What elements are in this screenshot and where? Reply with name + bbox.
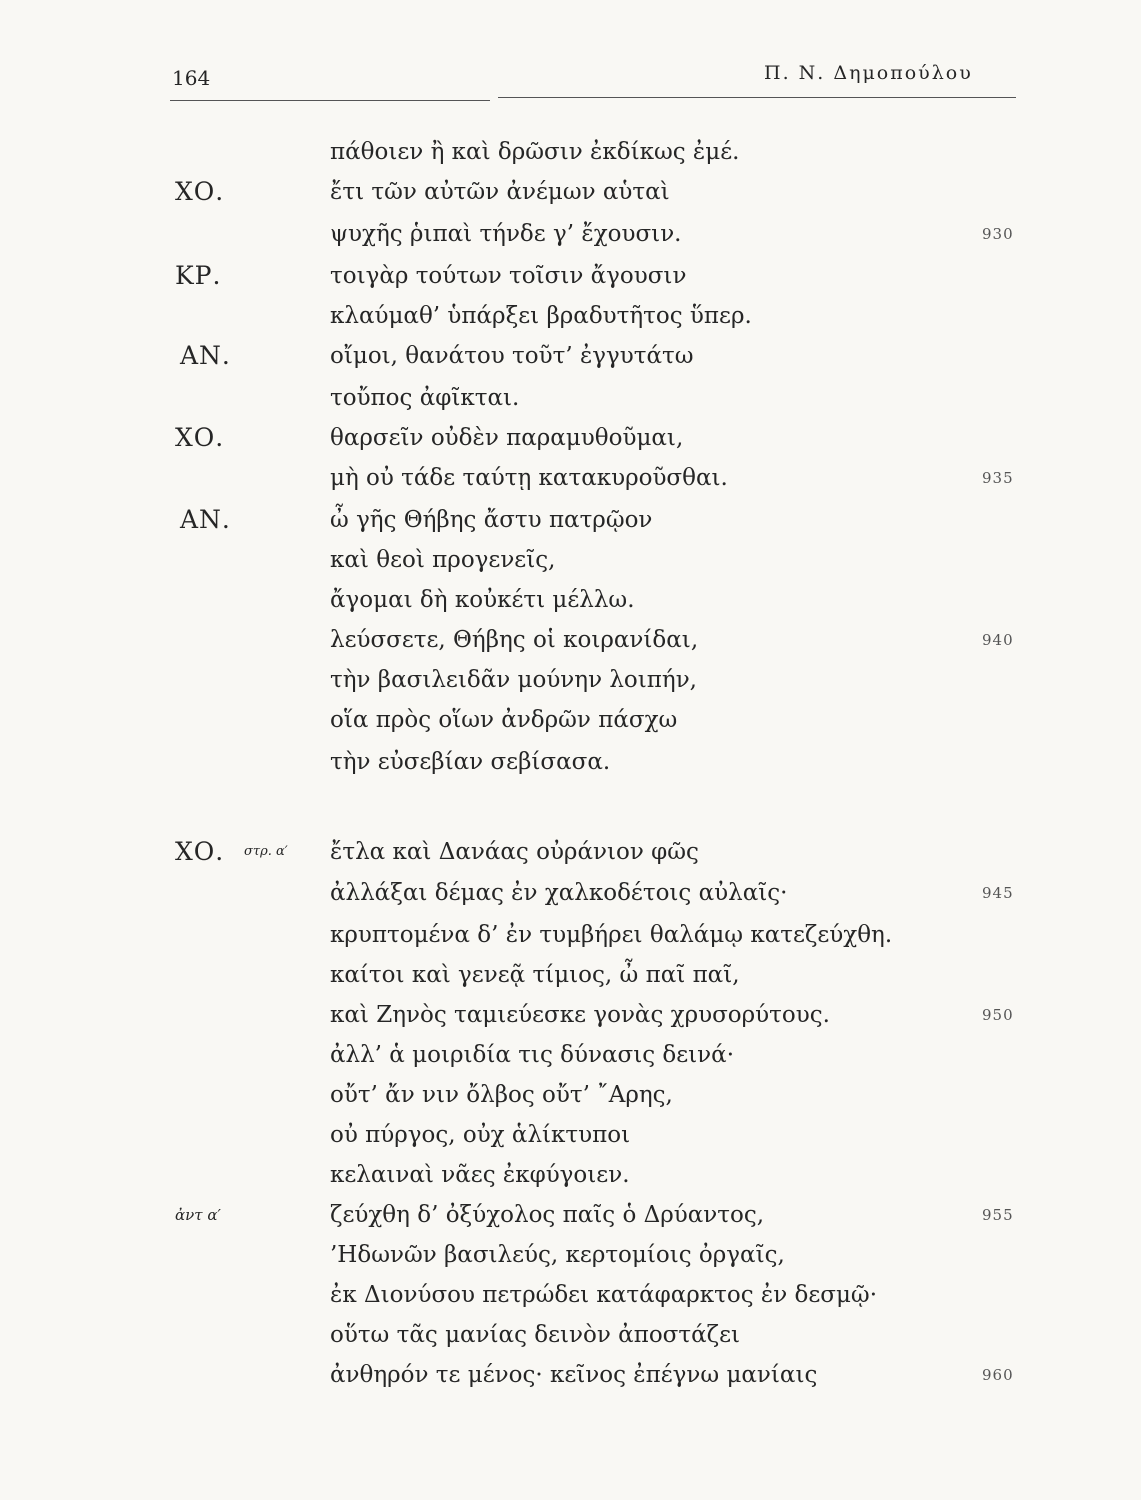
verse-line [0, 1279, 1141, 1311]
line-number: 940 [982, 631, 1014, 649]
verse-text: ἀλλ’ ἁ μοιριδία τις δύνασις δεινά· [330, 1042, 735, 1068]
verse-line [0, 704, 1141, 736]
speaker-label: ΧΟ. [175, 837, 225, 866]
verse-line [0, 1039, 1141, 1071]
verse-line [0, 422, 1141, 454]
verse-line [0, 1359, 1141, 1391]
verse-text: ψυχῆς ῥιπαὶ τήνδε γ’ ἔχουσιν. [330, 221, 682, 247]
line-number: 930 [982, 225, 1014, 243]
speaker-label: ΑΝ. [180, 505, 231, 534]
verse-text: οἵα πρὸς οἵων ἀνδρῶν πάσχω [330, 707, 678, 733]
verse-text: ἔτι τῶν αὐτῶν ἀνέμων αὑταὶ [330, 179, 670, 205]
verse-text: ἀνθηρόν τε μένος· κεῖνος ἐπέγνω μανίαις [330, 1362, 818, 1388]
speaker-label: ΧΟ. [175, 423, 225, 452]
verse-text: τὴν εὐσεβίαν σεβίσασα. [330, 749, 611, 775]
verse-line [0, 504, 1141, 536]
line-number: 935 [982, 469, 1014, 487]
verse-text: ἄγομαι δὴ κοὐκέτι μέλλω. [330, 587, 635, 613]
line-number: 960 [982, 1366, 1014, 1384]
verse-line [0, 218, 1141, 250]
verse-line [0, 1319, 1141, 1351]
verse-text: κρυπτομένα δ’ ἐν τυμβήρει θαλάμῳ κατεζεύχθη. [330, 922, 893, 948]
line-number: 950 [982, 1006, 1014, 1024]
verse-line [0, 746, 1141, 778]
line-number: 945 [982, 884, 1014, 902]
verse-text: ἐκ Διονύσου πετρώδει κατάφαρκτος ἐν δεσμῷ· [330, 1282, 878, 1308]
verse-line [0, 382, 1141, 414]
verse-text: οὕτω τᾶς μανίας δεινὸν ἀποστάζει [330, 1322, 741, 1348]
verse-line [0, 340, 1141, 372]
verse-text: μὴ οὐ τάδε ταύτῃ κατακυροῦσθαι. [330, 465, 728, 491]
verse-text: ’Ηδωνῶν βασιλεύς, κερτομίοις ὀργαῖς, [330, 1242, 785, 1268]
verse-line [0, 136, 1141, 168]
speaker-label: ΑΝ. [180, 341, 231, 370]
verse-text: κελαιναὶ νᾶες ἐκφύγοιεν. [330, 1162, 630, 1188]
header-rule-left [170, 100, 490, 101]
verse-text: τὴν βασιλειδᾶν μούνην λοιπήν, [330, 667, 697, 693]
verse-line [0, 1119, 1141, 1151]
verse-text: ζεύχθη δ’ ὀξύχολος παῖς ὁ Δρύαντος, [330, 1202, 765, 1228]
verse-line [0, 1159, 1141, 1191]
verse-line [0, 836, 1141, 868]
line-number: 955 [982, 1206, 1014, 1224]
speaker-label: ΚΡ. [175, 261, 222, 290]
verse-text: ὦ γῆς Θήβης ἄστυ πατρῷον [330, 507, 653, 533]
speaker-label: ΧΟ. [175, 177, 225, 206]
verse-line [0, 544, 1141, 576]
verse-line [0, 176, 1141, 208]
strophe-marker: στρ. α′ [244, 844, 288, 859]
antistrophe-marker: ἀντ α′ [175, 1206, 221, 1224]
verse-text: καίτοι καὶ γενεᾷ τίμιος, ὦ παῖ παῖ, [330, 962, 740, 988]
verse-text: τοὔπος ἀφῖκται. [330, 385, 520, 411]
verse-text: οὔτ’ ἄν νιν ὄλβος οὔτ’ ῎Αρης, [330, 1082, 673, 1108]
verse-text: ἀλλάξαι δέμας ἐν χαλκοδέτοις αὐλαῖς· [330, 880, 788, 906]
verse-line [0, 877, 1141, 909]
verse-text: καὶ θεοὶ προγενεῖς, [330, 547, 556, 573]
verse-line [0, 462, 1141, 494]
verse-text: θαρσεῖν οὐδὲν παραμυθοῦμαι, [330, 425, 684, 451]
verse-line [0, 1079, 1141, 1111]
verse-text: λεύσσετε, Θήβης οἱ κοιρανίδαι, [330, 627, 699, 653]
verse-line [0, 664, 1141, 696]
verse-text: ἔτλα καὶ Δανάας οὐράνιον φῶς [330, 839, 699, 865]
verse-text: τοιγὰρ τούτων τοῖσιν ἄγουσιν [330, 263, 687, 289]
verse-text: οἴμοι, θανάτου τοῦτ’ ἐγγυτάτω [330, 343, 694, 369]
verse-text: οὐ πύργος, οὐχ ἁλίκτυποι [330, 1122, 631, 1148]
verse-line [0, 1239, 1141, 1271]
verse-text: καὶ Ζηνὸς ταμιεύεσκε γονὰς χρυσορύτους. [330, 1002, 830, 1028]
page-number: 164 [172, 66, 211, 90]
verse-text: πάθοιεν ἢ καὶ δρῶσιν ἐκδίκως ἐμέ. [330, 139, 740, 165]
verse-line [0, 919, 1141, 951]
verse-line [0, 584, 1141, 616]
verse-line [0, 260, 1141, 292]
verse-line [0, 624, 1141, 656]
verse-line [0, 1199, 1141, 1231]
header-rule-right [498, 97, 1016, 98]
running-title: Π. Ν. Δημοπούλου [764, 62, 973, 84]
verse-line [0, 999, 1141, 1031]
verse-text: κλαύμαθ’ ὑπάρξει βραδυτῆτος ὕπερ. [330, 303, 752, 329]
verse-line [0, 300, 1141, 332]
verse-line [0, 959, 1141, 991]
